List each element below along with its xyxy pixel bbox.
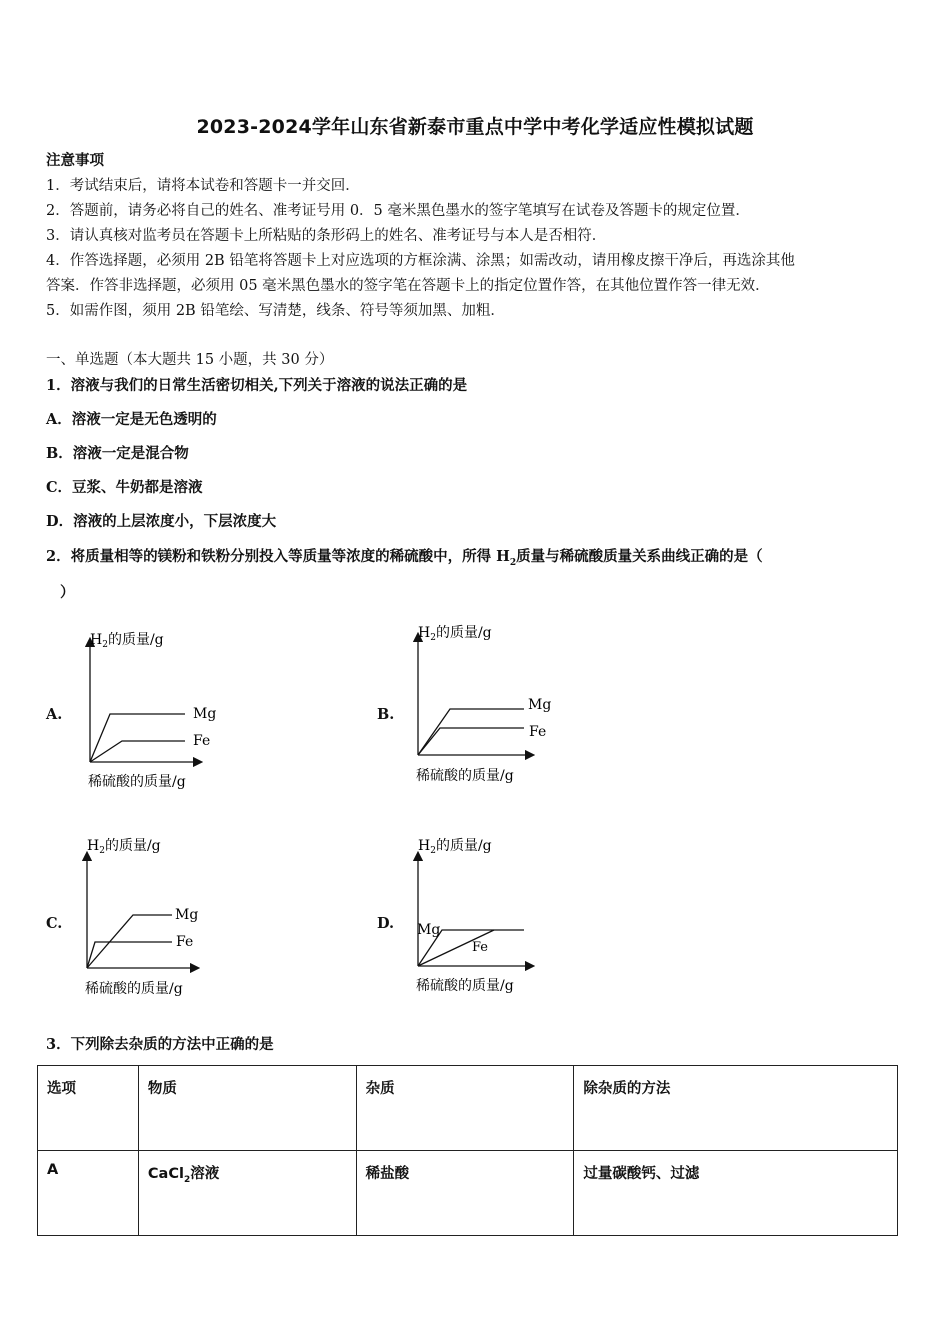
graph-b-svg	[408, 615, 568, 795]
section-heading: 一、单选题（本大题共 15 小题，共 30 分）	[46, 352, 334, 368]
graph-d-svg	[408, 830, 568, 1010]
substance-formula: CaCl	[147, 1166, 184, 1182]
x-axis-label: 稀硫酸的质量/g	[416, 978, 514, 994]
q2-stem-part: 2．将质量相等的镁粉和铁粉分别投入等质量等浓度的稀硫酸中，所得 H	[46, 548, 510, 565]
notice-item: 4．作答选择题，必须用 2B 铅笔将答题卡上对应选项的方框涂满、涂黑；如需改动，请用橡皮擦干净后，再选涂其他	[46, 253, 795, 269]
mg-label: Mg	[193, 706, 217, 722]
question-3-table	[37, 1065, 898, 1236]
graph-b	[408, 615, 568, 799]
header-method: 除杂质的方法	[574, 1066, 898, 1151]
fe-label: Fe	[176, 934, 194, 950]
notice-item: 5．如需作图，须用 2B 铅笔绘、写清楚，线条、符号等须加黑、加粗．	[46, 303, 505, 319]
header-impurity: 杂质	[356, 1066, 574, 1151]
mg-label: Mg	[175, 907, 199, 923]
cell-option: A	[38, 1151, 139, 1236]
notice-heading: 注意事项	[46, 152, 104, 169]
header-option: 选项	[38, 1066, 139, 1151]
fe-label: Fe	[529, 724, 547, 740]
cell-method: 过量碳酸钙、过滤	[574, 1151, 898, 1236]
question-1-stem: 1．溶液与我们的日常生活密切相关,下列关于溶液的说法正确的是	[46, 377, 468, 394]
notice-item: 3．请认真核对监考员在答题卡上所粘贴的条形码上的姓名、准考证号与本人是否相符．	[46, 228, 607, 244]
fe-label: Fe	[472, 940, 489, 955]
question-2-stem-close: ）	[60, 584, 75, 601]
header-substance: 物质	[138, 1066, 356, 1151]
mg-curve	[90, 714, 185, 762]
notice-item: 2．答题前，请务必将自己的姓名、准考证号用 0．5 毫米黑色墨水的签字笔填写在试卷及答题卡的规定位置．	[46, 203, 750, 219]
question-1-option-d: D．溶液的上层浓度小，下层浓度大	[46, 513, 277, 530]
question-1-option-c: C．豆浆、牛奶都是溶液	[46, 479, 203, 496]
q2-stem-part: 质量与稀硫酸质量关系曲线正确的是（	[516, 548, 763, 565]
notice-item: 答案．作答非选择题，必须用 05 毫米黑色墨水的签字笔在答题卡上的指定位置作答，在其他位置作答一律无效．	[46, 278, 770, 294]
q2-stem-subscript: 2	[509, 557, 517, 568]
y-axis-label: $H_2$的质量/g	[418, 625, 492, 643]
question-2-stem	[46, 548, 906, 572]
question-3-stem: 3．下列除去杂质的方法中正确的是	[46, 1036, 274, 1053]
x-axis-label: 稀硫酸的质量/g	[416, 768, 514, 784]
graph-c	[77, 830, 227, 1014]
y-axis-label: $H_2$的质量/g	[87, 838, 161, 856]
q2-option-a-label: A.	[46, 706, 63, 723]
y-axis-label: $H_2$的质量/g	[418, 838, 492, 856]
q2-option-d-label: D.	[377, 915, 395, 932]
mg-curve	[418, 709, 524, 755]
q2-option-c-label: C.	[46, 915, 63, 932]
y-axis-label: $H_2$的质量/g	[90, 632, 164, 650]
x-axis-label: 稀硫酸的质量/g	[88, 774, 186, 790]
question-1-option-b: B．溶液一定是混合物	[46, 445, 189, 462]
mg-label: Mg	[528, 697, 552, 713]
cell-substance	[138, 1151, 356, 1236]
mg-label: Mg	[417, 922, 441, 938]
substance-suffix: 溶液	[190, 1165, 220, 1182]
graph-d	[408, 830, 568, 1014]
page-title: 2023-2024学年山东省新泰市重点中学中考化学适应性模拟试题	[196, 116, 754, 138]
fe-label: Fe	[193, 733, 211, 749]
table-header-row	[38, 1066, 898, 1151]
fe-curve	[90, 741, 185, 762]
question-1-option-a: A．溶液一定是无色透明的	[46, 411, 217, 428]
fe-curve	[87, 942, 172, 968]
q2-option-b-label: B.	[377, 706, 395, 723]
graph-a-svg	[80, 620, 230, 800]
graph-a	[80, 620, 230, 804]
notice-item: 1．考试结束后，请将本试卷和答题卡一并交回．	[46, 178, 360, 194]
substance-subscript: 2	[183, 1174, 191, 1185]
x-axis-label: 稀硫酸的质量/g	[85, 981, 183, 997]
table-row	[38, 1151, 898, 1236]
graph-c-svg	[77, 830, 227, 1010]
cell-impurity: 稀盐酸	[356, 1151, 574, 1236]
